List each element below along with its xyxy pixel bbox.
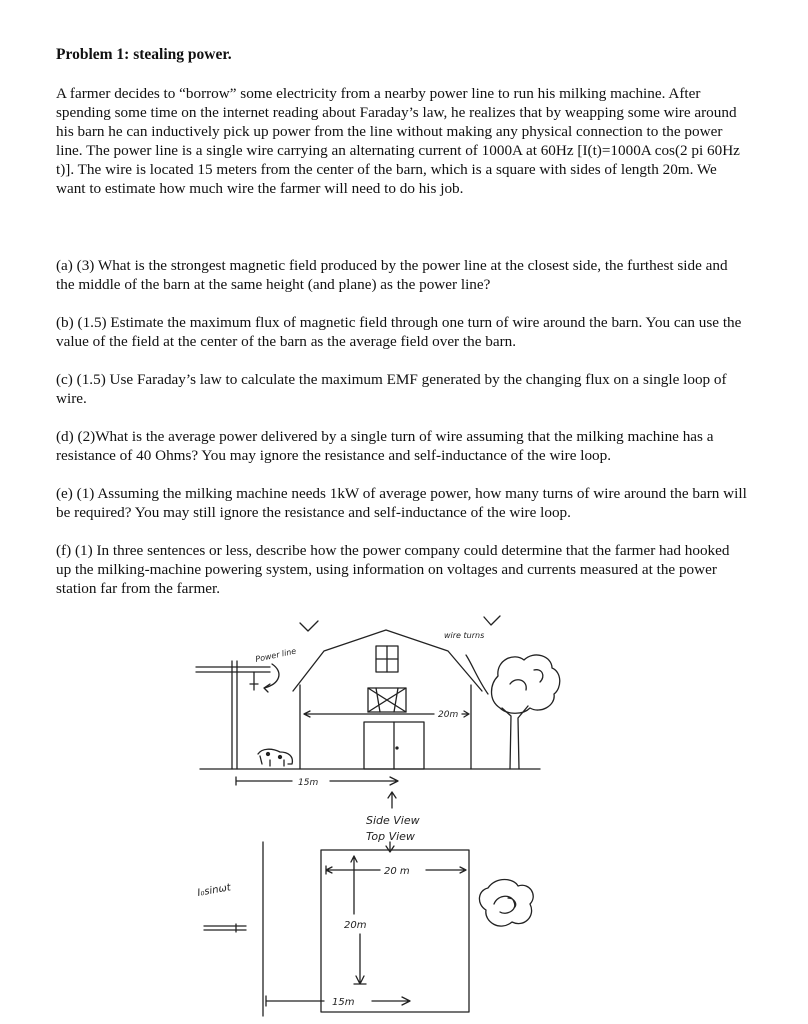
bird-icon (484, 616, 500, 625)
pole-top-view (204, 924, 246, 932)
door-handle (396, 747, 398, 749)
tree-top-view (479, 880, 533, 927)
top-depth-arrow-up (351, 856, 357, 914)
barn-walls (300, 685, 471, 769)
question-d: (d) (2)What is the average power delivered by a single turn of wire assuming that the milking machine has a resistance of 40 Ohms? You may ignore the resistance and self-inductance of the wire loop. (56, 428, 714, 464)
wire-turns-arrow (466, 655, 488, 694)
cow-spot (267, 753, 270, 756)
top-view-drawing (197, 830, 534, 1016)
tree-detail (510, 670, 543, 690)
top-distance-arrow-left (266, 996, 324, 1006)
question-f: (f) (1) In three sentences or less, describe how the power company could determine that the farmer had hooked up the milking-machine powering system, using information on voltages and currents measured at the power station far from the farmer. (56, 542, 730, 597)
top-distance-arrow-right (372, 997, 410, 1005)
question-b: (b) (1.5) Estimate the maximum flux of magnetic field through one turn of wire around the barn. You can use the value of the field at the center of the barn as the average field over the barn. (56, 314, 742, 350)
utility-pole (232, 661, 237, 769)
problem-intro: A farmer decides to “borrow” some electricity from a nearby power line to run his milking machine. After spending some time on the internet reading about Faraday’s law, he realizes that by weapping some wire around his barn he can inductively pick up power from the line without making any physical connection to the power line. The power line is a single wire carrying an alternating current of 1000A at 60Hz [I(t)=1000A cos(2 pi 60Hz t)]. The wire is located 15 meters from the center of the barn, which is a square with sides of length 20m. We want to estimate how much wire the farmer will need to do his job. (56, 85, 740, 197)
side-view-caption: Side View (366, 814, 420, 827)
bird-icon (300, 621, 318, 631)
power-line-label: Power line (254, 646, 297, 664)
tree-trunk (502, 706, 528, 769)
top-distance-label: 15m (332, 997, 355, 1008)
current-label: I₀sinωt (196, 882, 232, 899)
top-width-label: 20 m (384, 866, 410, 877)
question-a: (a) (3) What is the strongest magnetic field produced by the power line at the closest side, the furthest side and the middle of the barn at the same height (and plane) as the power line? (56, 257, 728, 293)
tree-top-detail (494, 896, 516, 913)
top-view-caption: Top View (366, 830, 415, 843)
barn-width-arrow-right (462, 711, 469, 717)
question-c: (c) (1.5) Use Faraday’s law to calculate the maximum EMF generated by the changing flux on a single loop of wire. (56, 371, 727, 407)
cow-spot (279, 756, 282, 759)
problem-title: Problem 1: stealing power. (56, 46, 232, 63)
distance-arrow-right (330, 777, 398, 785)
side-view-pointer (388, 792, 396, 808)
hand-drawn-sketch (0, 600, 808, 1024)
top-depth-label: 20m (344, 920, 367, 931)
pole-crossarm (196, 667, 270, 672)
top-width-arrow-right (426, 867, 466, 873)
side-distance-label: 15m (298, 778, 319, 788)
barn-width-label: 20m (438, 710, 459, 720)
top-width-arrow-left (326, 866, 380, 874)
top-depth-arrow-down (354, 934, 366, 984)
distance-arrow-left (236, 777, 292, 785)
cow-icon (258, 749, 292, 766)
wire-turns-label: wire turns (444, 631, 485, 640)
question-e: (e) (1) Assuming the milking machine needs 1kW of average power, how many turns of wire around the barn will be required? You may still ignore the resistance and self-inductance of the wire loop. (56, 485, 747, 521)
power-line-arrow (264, 664, 279, 692)
side-view-drawing (196, 616, 560, 827)
insulator (250, 672, 258, 690)
loft-window-panes (376, 646, 398, 672)
hay-door-braces (368, 688, 406, 712)
